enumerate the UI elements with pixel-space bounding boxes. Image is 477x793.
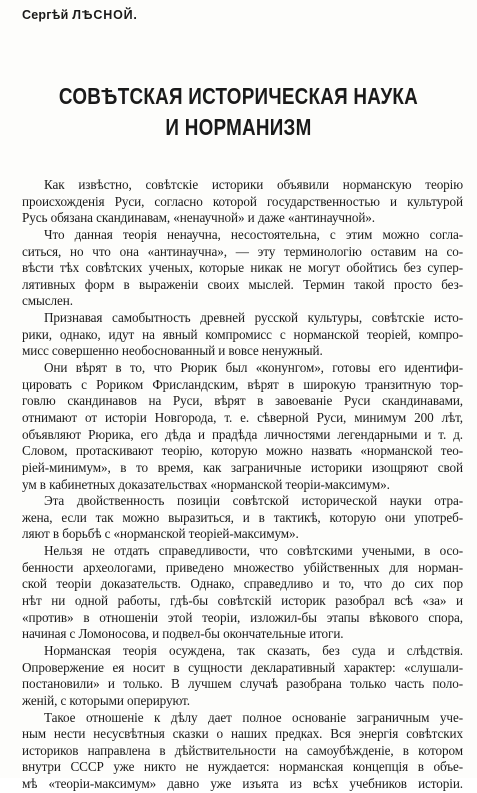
text-line: историков направлена в дѣйствительности на самоубѣжденіе, в котором [22, 742, 463, 758]
text-line: смыслен. [22, 293, 73, 309]
text-line: объявляют Рюрика, его дѣда и прадѣда личностями легендарными и т. д. [22, 426, 463, 442]
text-line: ситься, но что она «антинаучна», — эту терминологію оставим на со- [22, 243, 463, 259]
text-line: рики, однако, идут на явный компромисс с норманской теоріей, компро- [22, 326, 463, 342]
text-line: вѣсти тѣх совѣтских ученых, которые никак не могут обойтись без супер- [22, 260, 463, 276]
article-title-line-2: И НОРМАНИЗМ [165, 114, 312, 140]
text-line: ской теоріи доказательств. Однако, справедливо и то, что до сих пор [22, 576, 463, 592]
text-line: постановили» и только. В лучшем случаѣ разобрана только часть поло- [22, 676, 463, 692]
text-line: Опровержение ея носит в сущности декларативный характер: «слушали- [22, 659, 463, 675]
text-line: говлю скандинавов на Руси, вѣрят в завоеваніе Руси скандинавами, [22, 393, 463, 409]
text-line: внутри СССР уже никто не нуждается: норманская концепція в объе- [22, 759, 463, 775]
text-line: цировать с Рориком Фрисландским, вѣрят в широкую транзитную тор- [22, 376, 463, 392]
text-line: Русь обязана скандинавам, «ненаучной» и даже «антинаучной». [22, 210, 375, 226]
text-line: мисс совершенно необоснованный и вовсе ненужный. [22, 343, 323, 359]
text-line: женій, с которыми оперируют. [22, 692, 190, 708]
text-line: происхожденія Руси, согласно которой государственностью и культурой [22, 193, 463, 209]
text-line: Такое отношеніе к дѣлу дает полное основаніе заграничным уче- [44, 709, 463, 725]
running-head [22, 8, 138, 22]
text-line: Словом, протаскивают теорію, которую можно назвать «норманской тео- [22, 443, 463, 459]
text-line: ум в кабинетных доказательствах «норманской теоріи-максимум». [22, 476, 390, 492]
text-line: жена, если так можно выразиться, и в тактикѣ, которую они употреб- [22, 509, 463, 525]
text-line: ріей-минимум», в то время, как заграничные историки изощряют свой [22, 459, 463, 475]
article-body [22, 177, 463, 793]
text-line: ляют в борьбѣ с «норманской теоріей-максимум». [22, 526, 299, 542]
text-line: Как извѣстно, совѣтскіе историки объявили норманскую теорію [44, 177, 463, 192]
text-line: отнимают от исторіи Новгорода, т. е. сѣверной Руси, минимум 200 лѣт, [22, 409, 463, 425]
text-line: мѣ «теоріи-максимум» давно уже изъята из всѣх учебников исторіи. [22, 776, 463, 792]
text-line: Они вѣрят в то, что Рюрик был «конунгом», готовы его идентифи- [44, 360, 463, 376]
text-line: лятивных форм в выраженіи своих мыслей. Термин такой просто без- [22, 276, 463, 292]
text-line: Нельзя не отдать справедливости, что совѣтскими учеными, в осо- [44, 543, 463, 559]
article-title-line-1: СОВѢТСКАЯ ИСТОРИЧЕСКАЯ НАУКА [58, 83, 419, 109]
text-line: нѣт ни одной работы, гдѣ-бы совѣтскій историк разобрал всѣ «за» и [22, 593, 463, 609]
author-last-name: ЛѢСНОЙ. [72, 8, 138, 22]
text-line: Норманская теорія осуждена, так сказать, без суда и слѣдствія. [44, 642, 463, 658]
text-line: бенности археологами, приведено множество убійственных для норман- [22, 559, 463, 575]
text-line: Что данная теорія ненаучна, несостоятельна, с этим можно согла- [44, 226, 463, 242]
text-line: начиная с Ломоносова, и подвел-бы окончательные итоги. [22, 626, 344, 642]
text-line: ным нести несусвѣтныя сказки о наших предках. Вся энергія совѣтских [22, 726, 463, 742]
author-first-name: Сергѣй [22, 8, 69, 22]
text-line: Признавая самобытность древней русской культуры, совѣтскіе исто- [44, 310, 463, 326]
text-line: «против» в отношеніи этой теоріи, изложил-бы этапы вѣкового спора, [22, 609, 463, 625]
text-line: Эта двойственность позиціи совѣтской исторической науки отра- [44, 493, 463, 509]
